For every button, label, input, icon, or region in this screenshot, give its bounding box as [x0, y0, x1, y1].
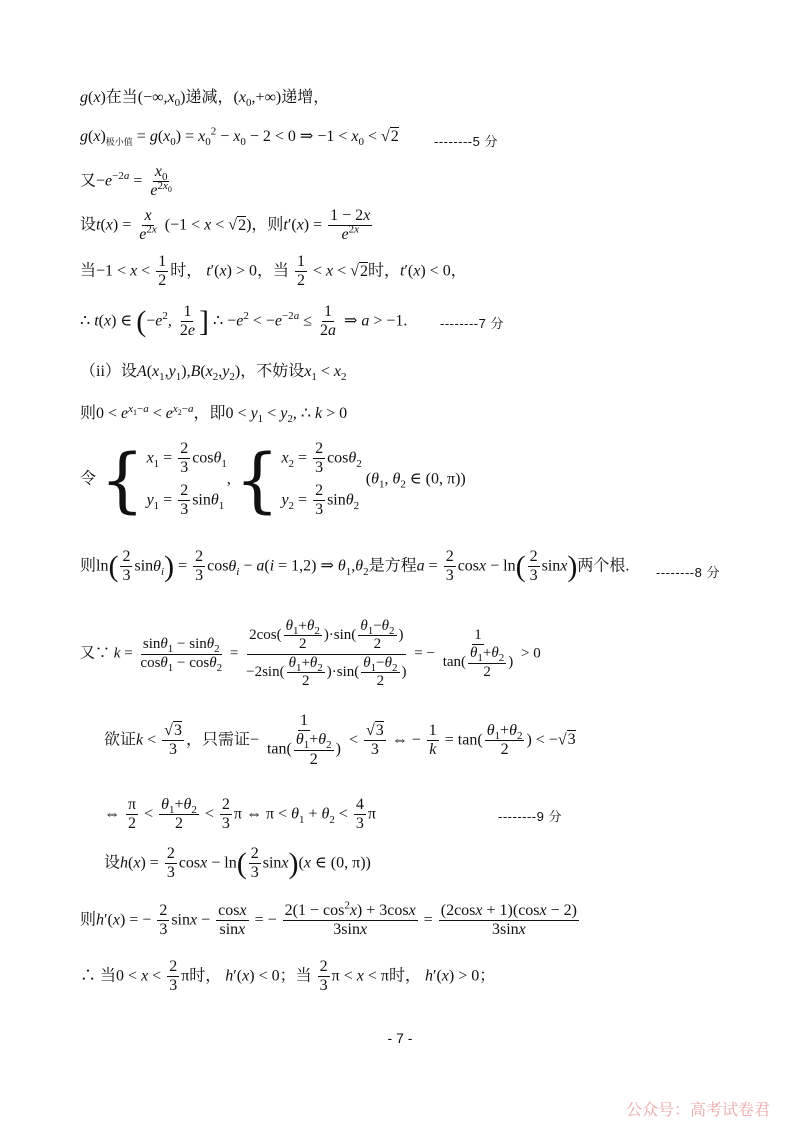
score-8: --------8 分: [656, 565, 720, 580]
score-9: --------9 分: [498, 809, 562, 824]
line-h-derivative: 则h′(x) = − $\frac{2}{3}$ sinx − $\frac{\cos x}{\sin x}$ = − $\frac{2(1 - \cos^2x) + 3\cos x}{3\sin x}$ = $\frac{(2\cos x + 1)(\cos x - 2)}{3\sin x}$: [80, 899, 577, 939]
line-part-ii: （ii）设$A(x_1,y_1),B(x_2,y_2)$，不妨设$x_1 < x_2$: [80, 363, 347, 384]
line-parametrization: 令 { $x_1$ = $\frac{2}{3}$ cosθ$_1$ $y_1$ = $\frac{2}{3}$ sinθ$_1$ , { $x_2$ = $\frac{2}{3}$ cosθ$_2$ $y_2$ = $\frac{2}{3}$ sinθ$_2$ ($\theta_1$, $\theta_2$ ∈ (0, π)): [80, 438, 466, 521]
score-7: --------7 分: [440, 316, 504, 331]
line-again: 又$-e^{-2a}$ = $\frac{x_0}{e^{2x_0}}$: [80, 163, 172, 200]
line-slope: 又∵ k = $\frac{\sin\theta_1 - \sin\theta_2}{\cos\theta_1 - \cos\theta_2}$ = 2cos( $\frac{\theta_1+\theta_2}{2}$ )·sin( $\frac{\theta_1-\theta_2}{2}$ ) −2sin( $\frac{\theta_1+\theta_2}{2}$ )·sin( $\frac{\theta_1-\theta_2}{2}$ ) = − 1 tan( $\frac{\theta_1+\theta_2}{2}$ ) > 0: [80, 618, 541, 689]
score-5: --------5 分: [434, 134, 498, 149]
line-define-t: 设t(x) = $\frac{x}{e^{2x}}$ (−1 < x < √2)，则t′(x) = $\frac{1 - 2x}{e^{2x}}$: [80, 207, 371, 244]
line-to-prove: 欲证k < $\frac{√3}{3}$ ，只需证− 1 tan( $\frac{\theta_1+\theta_2}{2}$ ) < $\frac{√3}{3}$ ⇔ − $\frac{1}{k}$ = tan( $\frac{\theta_1+\theta_2}{2}$ ) < −√3: [104, 712, 576, 768]
line-h-monotonic: ∴ 当0 < x < $\frac{2}{3}$ π时， h′(x) < 0；当 $\frac{2}{3}$ π < x < π时， h′(x) > 0；: [80, 958, 496, 995]
line-min-value: $g(x)_{极小值} = g(x_0) = x_0^2 - x_0 - 2 < 0$ ⇒ $-1 < x_0 < √2$: [80, 125, 399, 149]
line-define-h: 设h(x) = $\frac{2}{3}$ cosx − ln( $\frac{2}{3}$ sinx)(x ∈ (0, π)): [104, 845, 371, 882]
page-number: - 7 -: [387, 1030, 413, 1046]
line-equivalence: ⇔ $\frac{\pi}{2}$ < $\frac{\theta_1+\theta_2}{2}$ < $\frac{2}{3}$ π ⇔ $\pi < \theta_1 + \theta_2$ < $\frac{4}{3}$ π: [104, 796, 376, 833]
line-k-positive: 则$0 < e^{x_1-a} < e^{x_2-a}$，即$0 < y_1 < y_2$, ∴ k > 0: [80, 402, 348, 426]
line-t-monotonic: 当−1 < x < $\frac{1}{2}$ 时， t′(x) > 0，当 $\frac{1}{2}$ < x < √2时，t′(x) < 0，: [80, 253, 467, 290]
line-monotonicity: g(x)在当$(-\infty,x_0)$递减，$(x_0,+\infty)$递增，: [80, 89, 330, 110]
watermark: 公众号：高考试卷君: [625, 1100, 770, 1119]
line-t-range: ∴ t(x) ∈ ($-e^2$, $\frac{1}{2e}$ ] ∴ $-e^2 < -e^{-2a}$ ≤ $\frac{1}{2a}$ ⇒ a > −1.: [80, 303, 408, 340]
line-roots: 则ln( $\frac{2}{3}$ sinθ$_i$) = $\frac{2}{3}$ cosθ$_i$ − a(i = 1,2) ⇒ $\theta_1,\theta_2$是方程a = $\frac{2}{3}$ cosx − ln( $\frac{2}{3}$ sinx)两个根.: [80, 548, 630, 585]
